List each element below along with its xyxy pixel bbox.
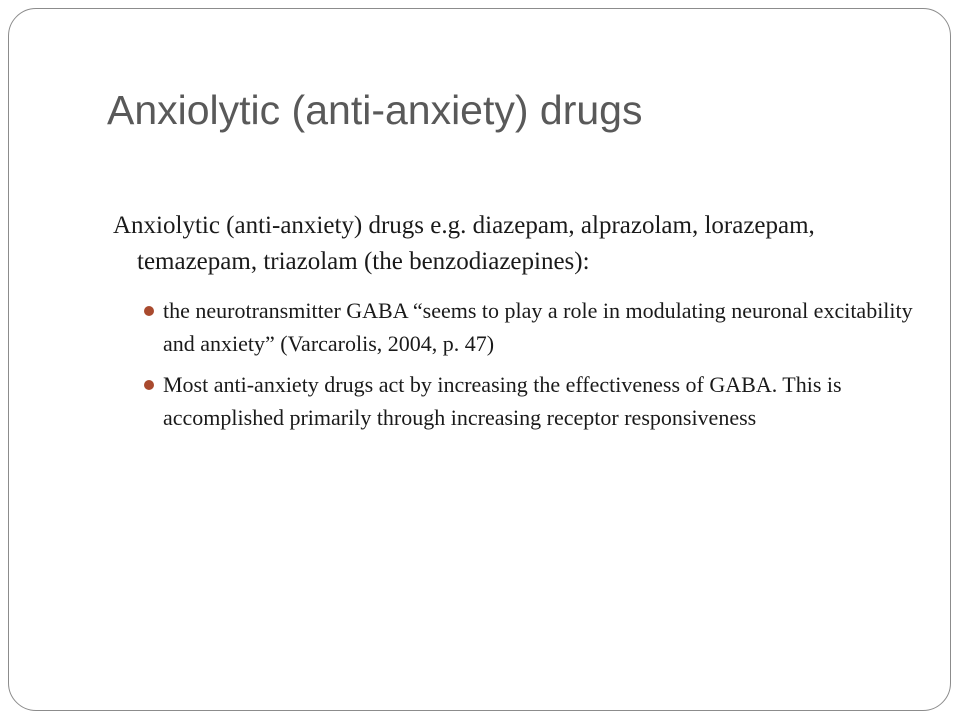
sub-point-list bbox=[113, 294, 913, 434]
bullet-dot-icon bbox=[144, 380, 154, 390]
sub-point-item bbox=[113, 368, 913, 434]
sub-point-text: Most anti-anxiety drugs act by increasing the effectiveness of GABA. This is accomplished primarily through increasing receptor responsiveness bbox=[163, 372, 842, 430]
slide-title: Anxiolytic (anti-anxiety) drugs bbox=[107, 87, 643, 133]
bullet-dot-icon bbox=[144, 306, 154, 316]
sub-point-item bbox=[113, 294, 913, 360]
sub-point-text: the neurotransmitter GABA “seems to play a role in modulating neuronal excitability and anxiety” (Varcarolis, 2004, p. 47) bbox=[163, 298, 913, 356]
slide-body bbox=[113, 208, 913, 442]
main-point: Anxiolytic (anti-anxiety) drugs e.g. diazepam, alprazolam, lorazepam, temazepam, triazolam (the benzodiazepines): bbox=[113, 212, 815, 275]
